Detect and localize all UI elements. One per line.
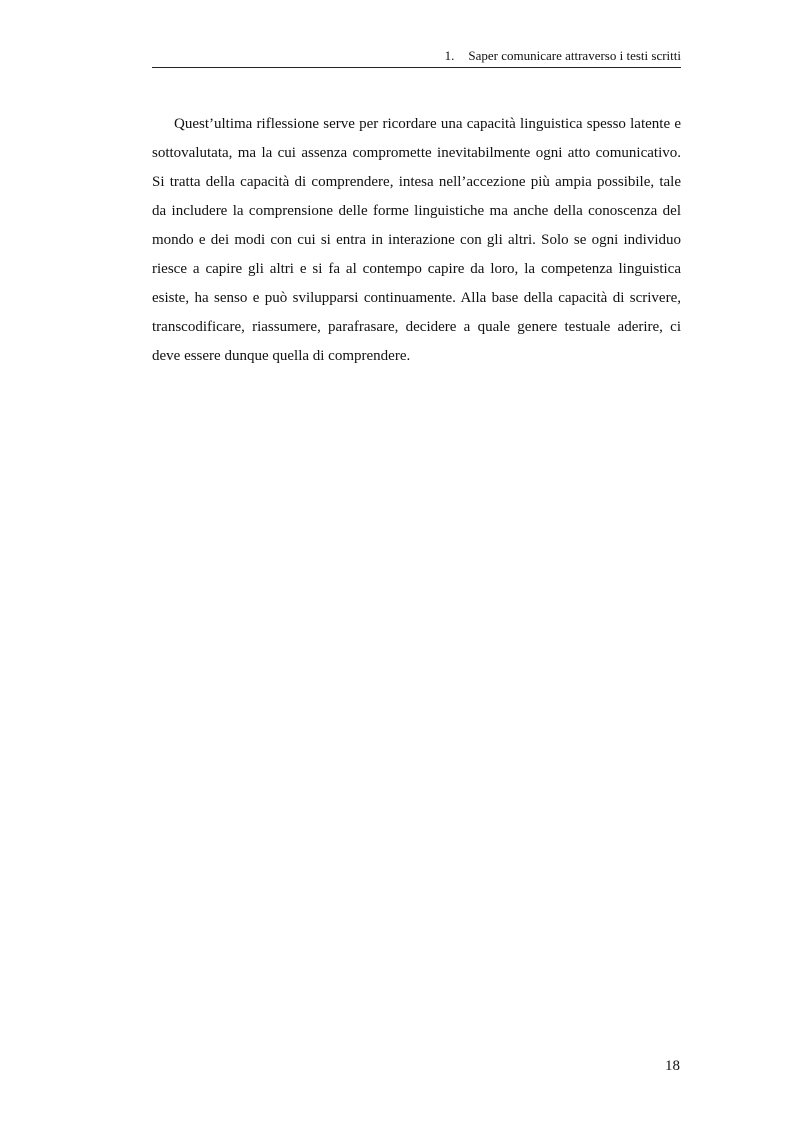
- chapter-title: Saper comunicare attraverso i testi scritti: [468, 48, 681, 63]
- page-number: 18: [665, 1058, 680, 1074]
- body-text: [152, 110, 681, 371]
- chapter-number: 1.: [444, 48, 455, 63]
- body-paragraph: Quest’ultima riflessione serve per ricordare una capacità linguistica spesso latente e sottovalutata, ma la cui assenza compromette inevitabilmente ogni atto comunicativo. Si tratta della capacità di comprendere, intesa nell’accezione più ampia possibile, tale da includere la comprensione delle forme linguistiche ma anche della conoscenza del mondo e dei modi con cui si entra in interazione con gli altri. Solo se ogni individuo riesce a capire gli altri e si fa al contempo capire da loro, la competenza linguistica esiste, ha senso e può svilupparsi continuamente. Alla base della capacità di scrivere, transcodificare, riassumere, parafrasare, decidere a quale genere testuale aderire, ci deve essere dunque quella di comprendere.: [152, 116, 681, 364]
- running-header: [152, 47, 681, 68]
